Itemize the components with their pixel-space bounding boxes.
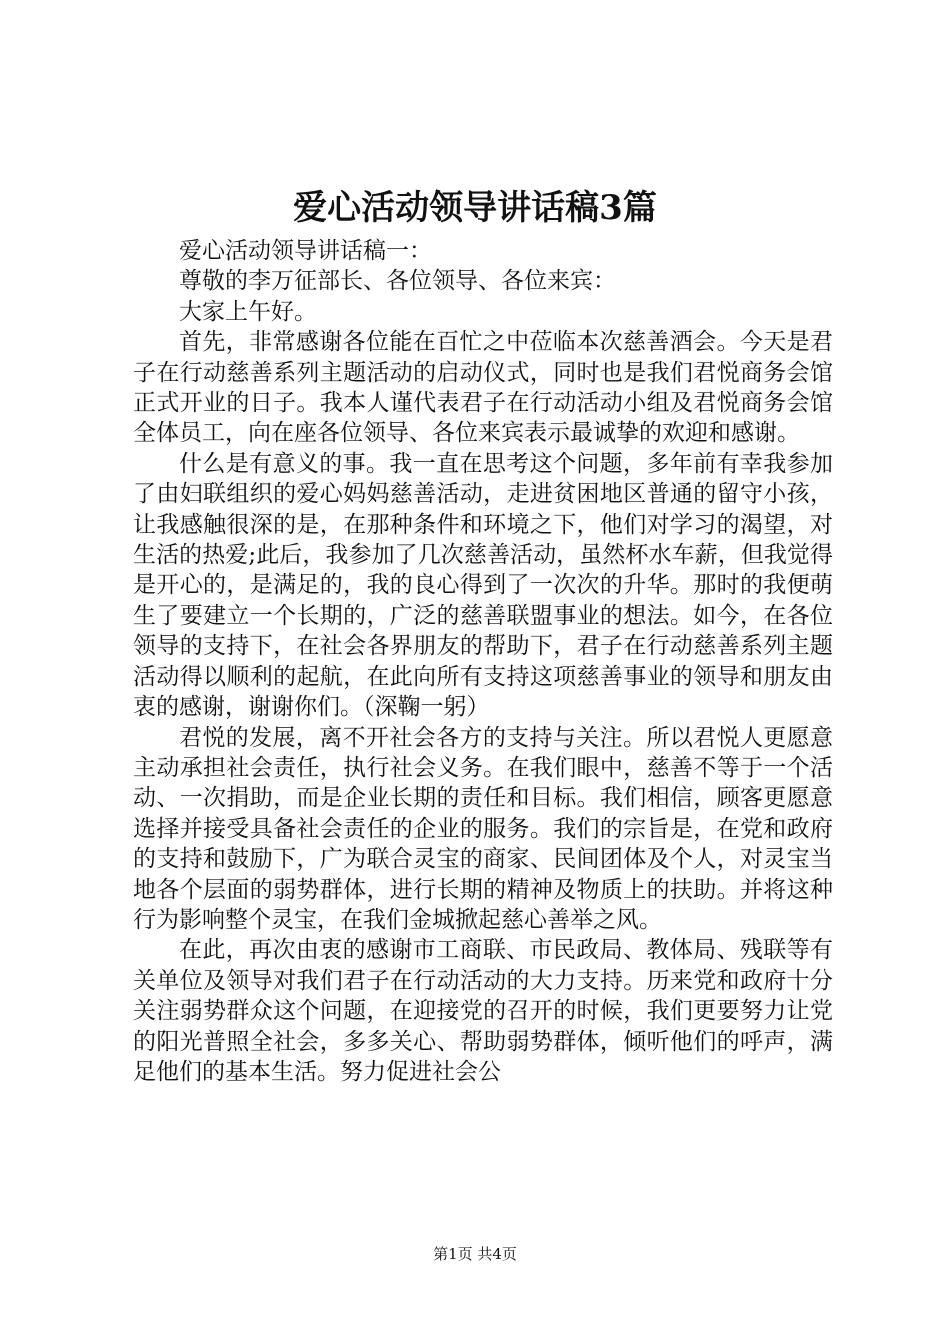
paragraph-development: 君悦的发展，离不开社会各方的支持与关注。所以君悦人更愿意主动承担社会责任，执行社会义务。在我们眼中，慈善不等于一个活动、一次捐助，而是企业长期的责任和目标。我们相信，顾客更愿意选择并接受具备社会责任的企业的服务。我们的宗旨是，在党和政府的支持和鼓励下，广为联合灵宝的商家、民间团体及个人，对灵宝当地各个层面的弱势群体，进行长期的精神及物质上的扶助。并将这种行为影响整个灵宝，在我们金城掀起慈心善举之风。 <box>133 724 833 933</box>
document-body <box>133 236 833 1087</box>
paragraph-heading: 爱心活动领导讲话稿一： <box>179 238 432 264</box>
paragraph-salutation: 尊敬的李万征部长、各位领导、各位来宾： <box>179 268 616 295</box>
document-title: 爱心活动领导讲话稿3篇 <box>293 188 657 228</box>
paragraph-gratitude: 在此，再次由衷的感谢市工商联、市民政局、教体局、残联等有关单位及领导对我们君子在行动活动的大力支持。历来党和政府十分关注弱势群众这个问题，在迎接党的召开的时候，我们更要努力让党的阳光普照全社会，多多关心、帮助弱势群体，倾听他们的呼声，满足他们的基本生活。努力促进社会公 <box>133 937 833 1085</box>
paragraph-greeting: 大家上午好。 <box>179 298 317 325</box>
paragraph-meaning: 什么是有意义的事。我一直在思考这个问题，多年前有幸我参加了由妇联组织的爱心妈妈慈善活动，走进贫困地区普通的留守小孩，让我感触很深的是，在那种条件和环境之下，他们对学习的渴望，对生活的热爱;此后，我参加了几次慈善活动，虽然杯水车薪，但我觉得是开心的，是满足的，我的良心得到了一次次的升华。那时的我便萌生了要建立一个长期的，广泛的慈善联盟事业的想法。如今，在各位领导的支持下，在社会各界朋友的帮助下，君子在行动慈善系列主题活动得以顺利的起航，在此向所有支持这项慈善事业的领导和朋友由衷的感谢，谢谢你们。（深鞠一躬） <box>133 450 833 721</box>
paragraph-thanks: 首先，非常感谢各位能在百忙之中莅临本次慈善酒会。今天是君子在行动慈善系列主题活动的启动仪式，同时也是我们君悦商务会馆正式开业的日子。我本人谨代表君子在行动活动小组及君悦商务会馆全体员工，向在座各位领导、各位来宾表示最诚挚的欢迎和感谢。 <box>133 329 833 447</box>
page-indicator: 第1页 共4页 <box>433 1245 517 1263</box>
